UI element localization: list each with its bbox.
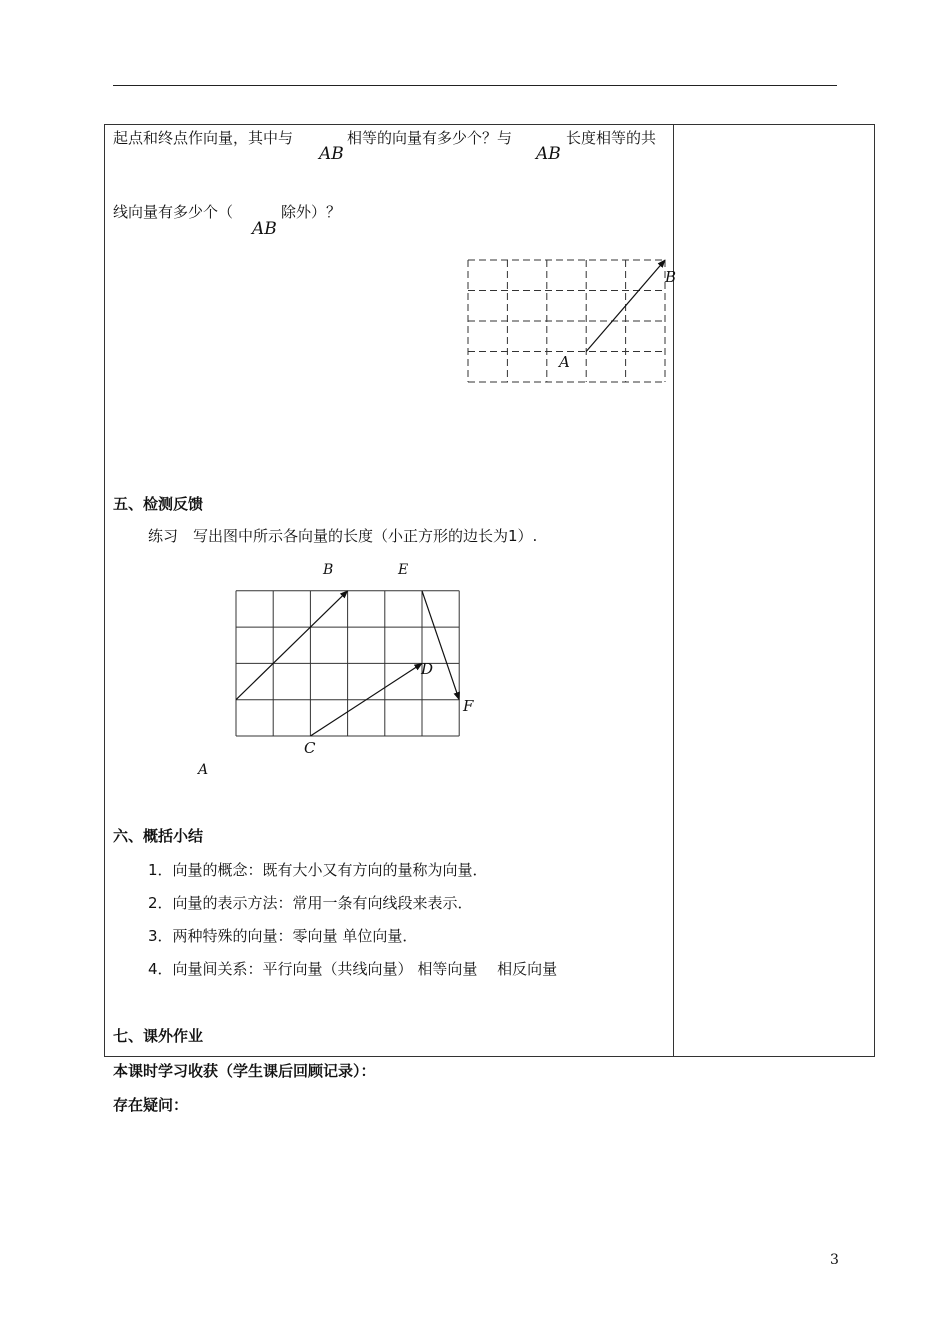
page-number: 3: [830, 1252, 839, 1268]
section7-heading: 七、课外作业: [113, 1027, 204, 1045]
summary-item-3: 3．两种特殊的向量：零向量 单位向量．: [148, 927, 418, 945]
summary-item-4: 4．向量间关系：平行向量（共线向量） 相等向量 相反向量: [148, 960, 558, 978]
vector-ef-arrow: [422, 591, 459, 700]
section6-heading: 六、概括小结: [113, 827, 204, 845]
fig2-label-b: B: [323, 562, 334, 578]
learning-gains-label: 本课时学习收获（学生课后回顾记录）：: [113, 1062, 376, 1080]
summary-item-2: 2．向量的表示方法：常用一条有向线段来表示．: [148, 894, 473, 912]
question-line1-part3: 长度相等的共: [566, 129, 657, 147]
question-line1-part1: 起点和终点作向量，其中与: [113, 129, 294, 147]
question-line2-part1: 线向量有多少个（: [113, 203, 234, 221]
fig2-label-e: E: [398, 562, 409, 578]
vector-ab-symbol-1: AB: [319, 144, 344, 164]
question-line1-part2: 相等的向量有多少个？与: [347, 129, 513, 147]
section5-exercise: 练习 写出图中所示各向量的长度（小正方形的边长为1）.: [148, 527, 538, 545]
fig2-label-a: A: [198, 762, 209, 778]
fig1-point-a: A: [559, 353, 570, 371]
open-questions-label: 存在疑问：: [113, 1096, 189, 1114]
vector-ab-symbol-2: AB: [536, 144, 561, 164]
vector-ab-arrow: [236, 591, 348, 700]
fig1-point-b: B: [665, 268, 677, 286]
fig2-label-f: F: [463, 697, 474, 715]
section5-heading: 五、检测反馈: [113, 495, 204, 513]
summary-item-1: 1．向量的概念：既有大小又有方向的量称为向量．: [148, 861, 488, 879]
fig2-label-c: C: [304, 739, 316, 757]
fig2-label-d: D: [421, 660, 434, 678]
question-line2-part2: 除外）？: [281, 203, 342, 221]
vector-ab-symbol-3: AB: [252, 219, 277, 239]
